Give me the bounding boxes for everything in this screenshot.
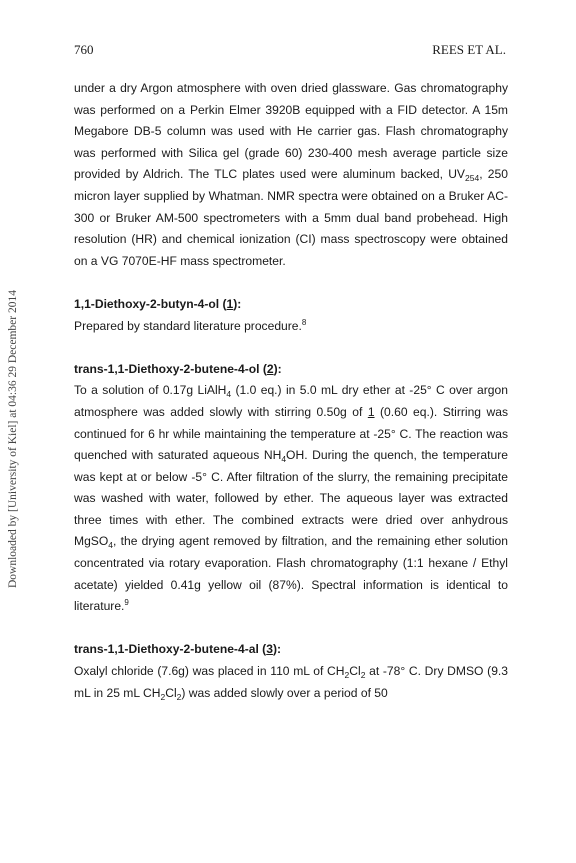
subscript: 2 [360,670,366,681]
download-watermark: Downloaded by [University of Kiel] at 04:36 29 December 2014 [7,290,19,588]
subscript: 4 [281,454,287,465]
intro-text-b: , 250 micron layer supplied by Whatman. NMR spectra were obtained on a Bruker AC-300 or Bruker AM-500 spectrometers with a 5mm dual band probehead. High resolution (HR) and chemical ionization (CI) mass spectroscopy were obtained on a VG 7070E-HF mass spectrometer. [74,167,508,268]
compound1-heading-end: ): [233,296,242,311]
compound3-text: Cl [165,685,177,700]
citation-ref: 9 [124,598,129,608]
compound3-heading-text: trans-1,1-Diethoxy-2-butene-4-al ( [74,642,267,657]
subscript: 4 [108,540,114,551]
subscript: 2 [160,691,166,702]
compound1-text: Prepared by standard literature procedure. [74,318,302,333]
citation-ref: 8 [301,317,307,327]
subscript: 2 [176,691,182,702]
compound2-text: To a solution of 0.17g LiAlH [74,383,227,398]
compound3-text: ) was added slowly over a period of 50 [181,685,388,700]
intro-text-a: under a dry Argon atmosphere with oven dried glassware. Gas chromatography was performed on a Perkin Elmer 3920B equipped with a FID detector. A 15m Megabore DB-5 column was used with He carrier gas. Flash chromatography was performed with Silica gel (grade 60) 230-400 mesh average particle size provided by Aldrich. The TLC plates used were aluminum backed, UV [74,81,508,182]
compound2-text: (1.0 eq.) in 5.0 mL dry ether at -25° C over argon atmosphere was added slowly with stirring 0.50g of [74,383,508,419]
spacer [74,618,508,640]
compound3-text: Cl [349,664,361,679]
running-header [74,42,506,58]
subscript: 4 [226,389,232,400]
subscript: 2 [344,670,350,681]
intro-paragraph [74,78,508,272]
compound2-heading-end: ): [273,361,282,376]
compound3-heading-end: ): [272,642,281,657]
compound2-number: 2 [266,361,274,376]
compound1-number: 1 [226,296,234,311]
compound3-text: Oxalyl chloride (7.6g) was placed in 110 mL of CH [74,664,345,679]
compound3-heading [74,639,508,661]
running-head: REES ET AL. [432,42,506,57]
compound2-heading [74,359,508,381]
compound1-heading-text: 1,1-Diethoxy-2-butyn-4-ol ( [74,296,227,311]
article-body [74,78,508,704]
spacer [74,272,508,294]
page-number: 760 [74,42,94,57]
compound2-text: OH. During the quench, the temperature was kept at or below -5° C. After filtration of the slurry, the remaining precipitate was washed with water, followed by ether. The aqueous layer was extracted three times with ether. The combined extracts were dried over anhydrous MgSO [74,448,509,549]
compound3-text: at -78° C. Dry DMSO (9.3 mL in 25 mL CH [74,664,508,700]
compound2-text: , the drying agent removed by filtration, and the remaining ether solution concentrated via rotary evaporation. Flash chromatography (1:1 hexane / Ethyl acetate) yielded 0.41g yellow oil (87%). Spectral information is identical to literature. [74,534,508,614]
compound2-paragraph [74,380,508,618]
compound1-heading [74,294,508,316]
compound3-paragraph [74,661,508,704]
compound2-heading-text: trans-1,1-Diethoxy-2-butene-4-ol ( [74,361,267,376]
uv-subscript: 254 [465,173,480,184]
compound1-paragraph [74,316,508,338]
compound-number-ref: 1 [367,404,375,419]
compound3-number: 3 [266,642,273,657]
compound2-text: (0.60 eq.). Stirring was continued for 6 hr while maintaining the temperature at -25° C. The reaction was quenched with saturated aqueous NH [74,404,508,463]
spacer [74,337,508,359]
